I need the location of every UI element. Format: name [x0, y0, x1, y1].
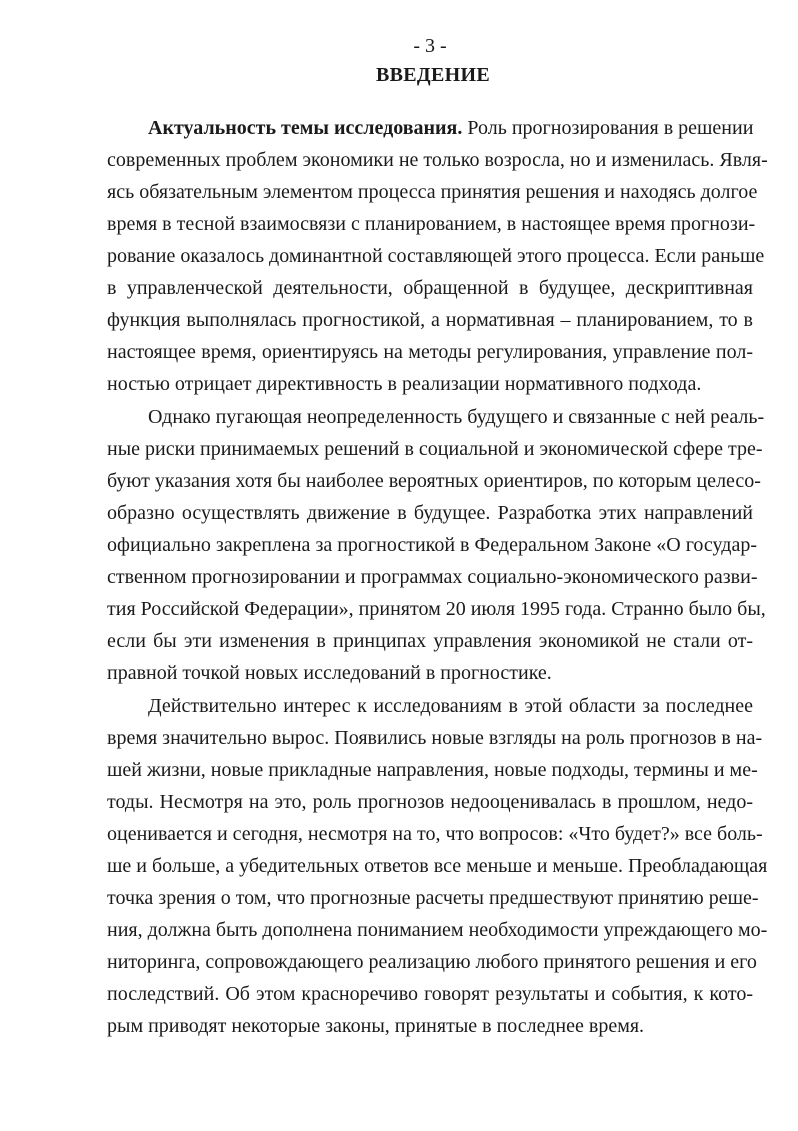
text-line: рование оказалось доминантной составляющей этого процесса. Если раньше	[107, 245, 765, 267]
text-line: шей жизни, новые прикладные направления, новые подходы, термины и ме-	[107, 759, 758, 781]
text-line: в управленческой деятельности, обращенной в будущее, дескриптивная	[107, 277, 753, 299]
text-line	[148, 116, 753, 140]
paragraph-lead: Актуальность темы исследования.	[148, 117, 463, 139]
text-line: ные риски принимаемых решений в социальной и экономической сфере тре-	[107, 438, 763, 460]
text-line: точка зрения о том, что прогнозные расчеты предшествуют принятию реше-	[107, 887, 759, 909]
text-line: официально закреплена за прогностикой в Федеральном Законе «О государ-	[107, 534, 757, 556]
line-text: Роль прогнозирования в решении	[462, 117, 754, 139]
page-number: - 3 -	[413, 35, 447, 57]
text-line: тоды. Несмотря на это, роль прогнозов недооценивалась в прошлом, недо-	[107, 791, 753, 813]
text-line: оценивается и сегодня, несмотря на то, что вопросов: «Что будет?» все боль-	[107, 823, 763, 845]
text-line: время в тесной взаимосвязи с планированием, в настоящее время прогнози-	[107, 213, 756, 235]
section-heading: ВВЕДЕНИЕ	[376, 64, 490, 86]
text-line: если бы эти изменения в принципах управления экономикой не стали от-	[107, 630, 753, 652]
text-line: современных проблем экономики не только возросла, но и изменилась. Явля-	[107, 149, 768, 171]
text-line: Однако пугающая неопределенность будущего и связанные с ней реаль-	[148, 406, 765, 428]
text-line: тия Российской Федерации», принятом 20 июля 1995 года. Странно было бы,	[107, 598, 766, 620]
text-line: Действительно интерес к исследованиям в этой области за последнее	[148, 695, 753, 717]
text-line: ностью отрицает директивность в реализации нормативного подхода.	[107, 373, 702, 395]
text-line: настоящее время, ориентируясь на методы регулирования, управление пол-	[107, 341, 753, 363]
text-line: образно осуществлять движение в будущее. Разработка этих направлений	[107, 502, 753, 524]
text-line: рым приводят некоторые законы, принятые в последнее время.	[107, 1015, 645, 1037]
text-line: функция выполнялась прогностикой, а нормативная – планированием, то в	[107, 309, 753, 331]
text-line: время значительно вырос. Появились новые взгляды на роль прогнозов в на-	[107, 727, 763, 749]
text-line: ясь обязательным элементом процесса принятия решения и находясь долгое	[107, 181, 758, 203]
text-line: правной точкой новых исследований в прогностике.	[107, 662, 552, 684]
text-line: ше и больше, а убедительных ответов все меньше и меньше. Преобладающая	[107, 855, 768, 877]
text-line: последствий. Об этом красноречиво говорят результаты и события, к кото-	[107, 983, 753, 1005]
text-line: ственном прогнозировании и программах социально-экономического разви-	[107, 566, 758, 588]
text-line: ния, должна быть дополнена пониманием необходимости упреждающего мо-	[107, 919, 768, 941]
text-line: буют указания хотя бы наиболее вероятных ориентиров, по которым целесо-	[107, 470, 761, 492]
text-line: ниторинга, сопровождающего реализацию любого принятого решения и его	[107, 951, 757, 973]
